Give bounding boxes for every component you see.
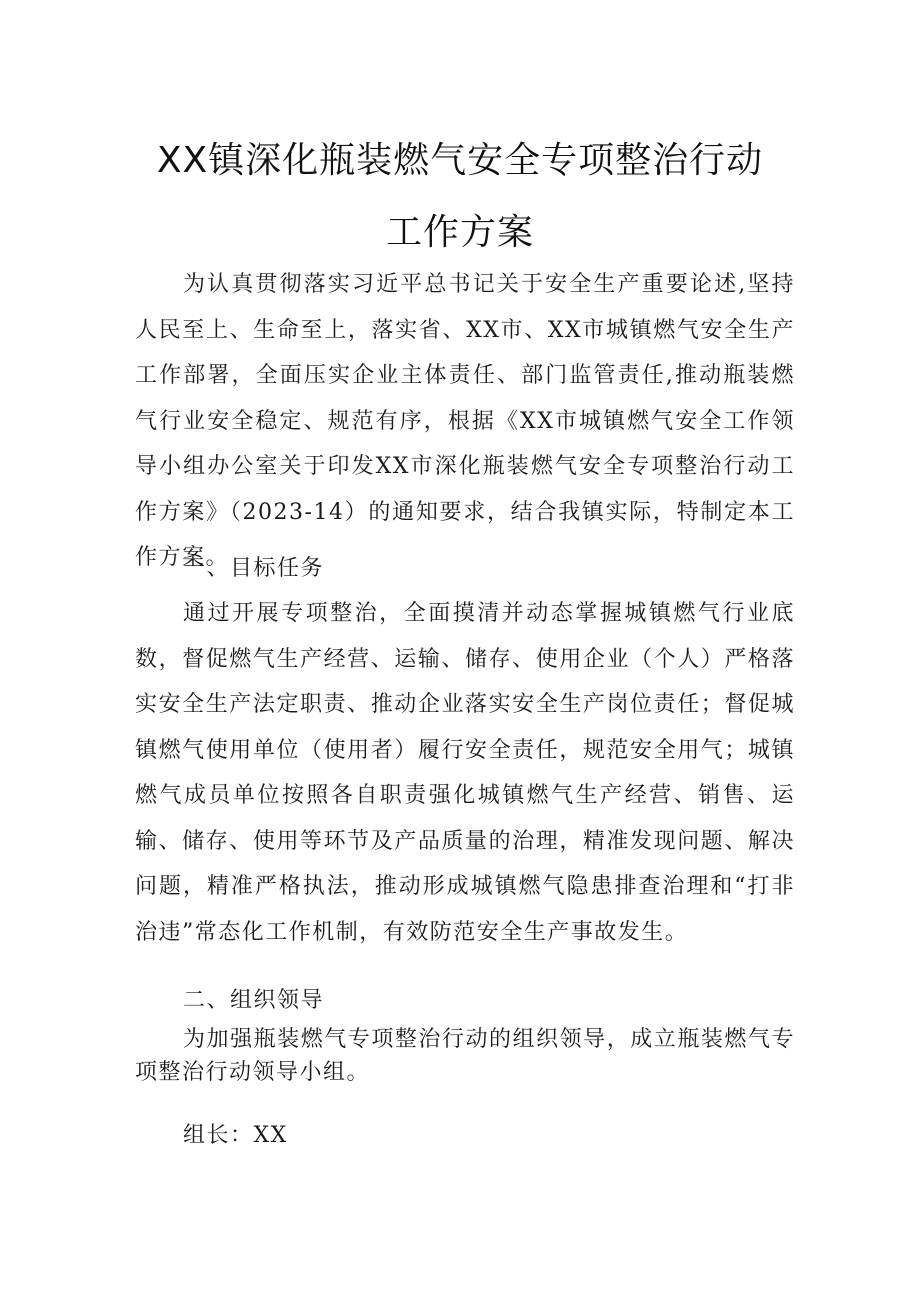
section2-heading-block: [135, 978, 795, 1024]
document-title-line2: 工作方案: [385, 212, 534, 253]
section1-paragraph: 通过开展专项整治，全面摸清并动态掌握城镇燃气行业底数，督促燃气生产经营、运输、储存、使用企业（个人）严格落实安全生产法定职责、推动企业落实安全生产岗位责任；督促城镇燃气使用单位（使用者）履行安全责任，规范安全用气；城镇燃气成员单位按照各自职责强化城镇燃气生产经营、销售、运输、储存、使用等环节及产品质量的治理，精准发现问题、解决问题，精准严格执法，推动形成城镇燃气隐患排查治理和“打非治违”常态化工作机制，有效防范安全生产事故发生。: [135, 601, 795, 945]
intro-paragraph: 为认真贯彻落实习近平总书记关于安全生产重要论述,坚持人民至上、生命至上，落实省、XX市、XX市城镇燃气安全生产工作部署，全面压实企业主体责任、部门监管责任,推动瓶装燃气行业安全稳定、规范有序，根据《XX市城镇燃气安全工作领导小组办公室关于印发XX市深化瓶装燃气安全专项整治行动工作方案》（2023-14）的通知要求，结合我镇实际，特制定本工作方案。: [135, 272, 795, 570]
section2-body-block: [135, 1023, 795, 1089]
leader-line: 组长：XX: [183, 1123, 288, 1148]
section2-heading: 二、组织领导: [183, 988, 325, 1013]
section2-paragraph: 为加强瓶装燃气专项整治行动的组织领导，成立瓶装燃气专项整治行动领导小组。: [135, 1027, 795, 1085]
leader-block: [135, 1113, 795, 1159]
document-title-line1: XX镇深化瓶装燃气安全专项整治行动: [156, 140, 764, 181]
section1-heading-block: [135, 546, 795, 592]
section1-heading: 一、目标任务: [183, 556, 325, 581]
intro-section: [135, 262, 795, 581]
section1-body-block: [135, 591, 795, 955]
